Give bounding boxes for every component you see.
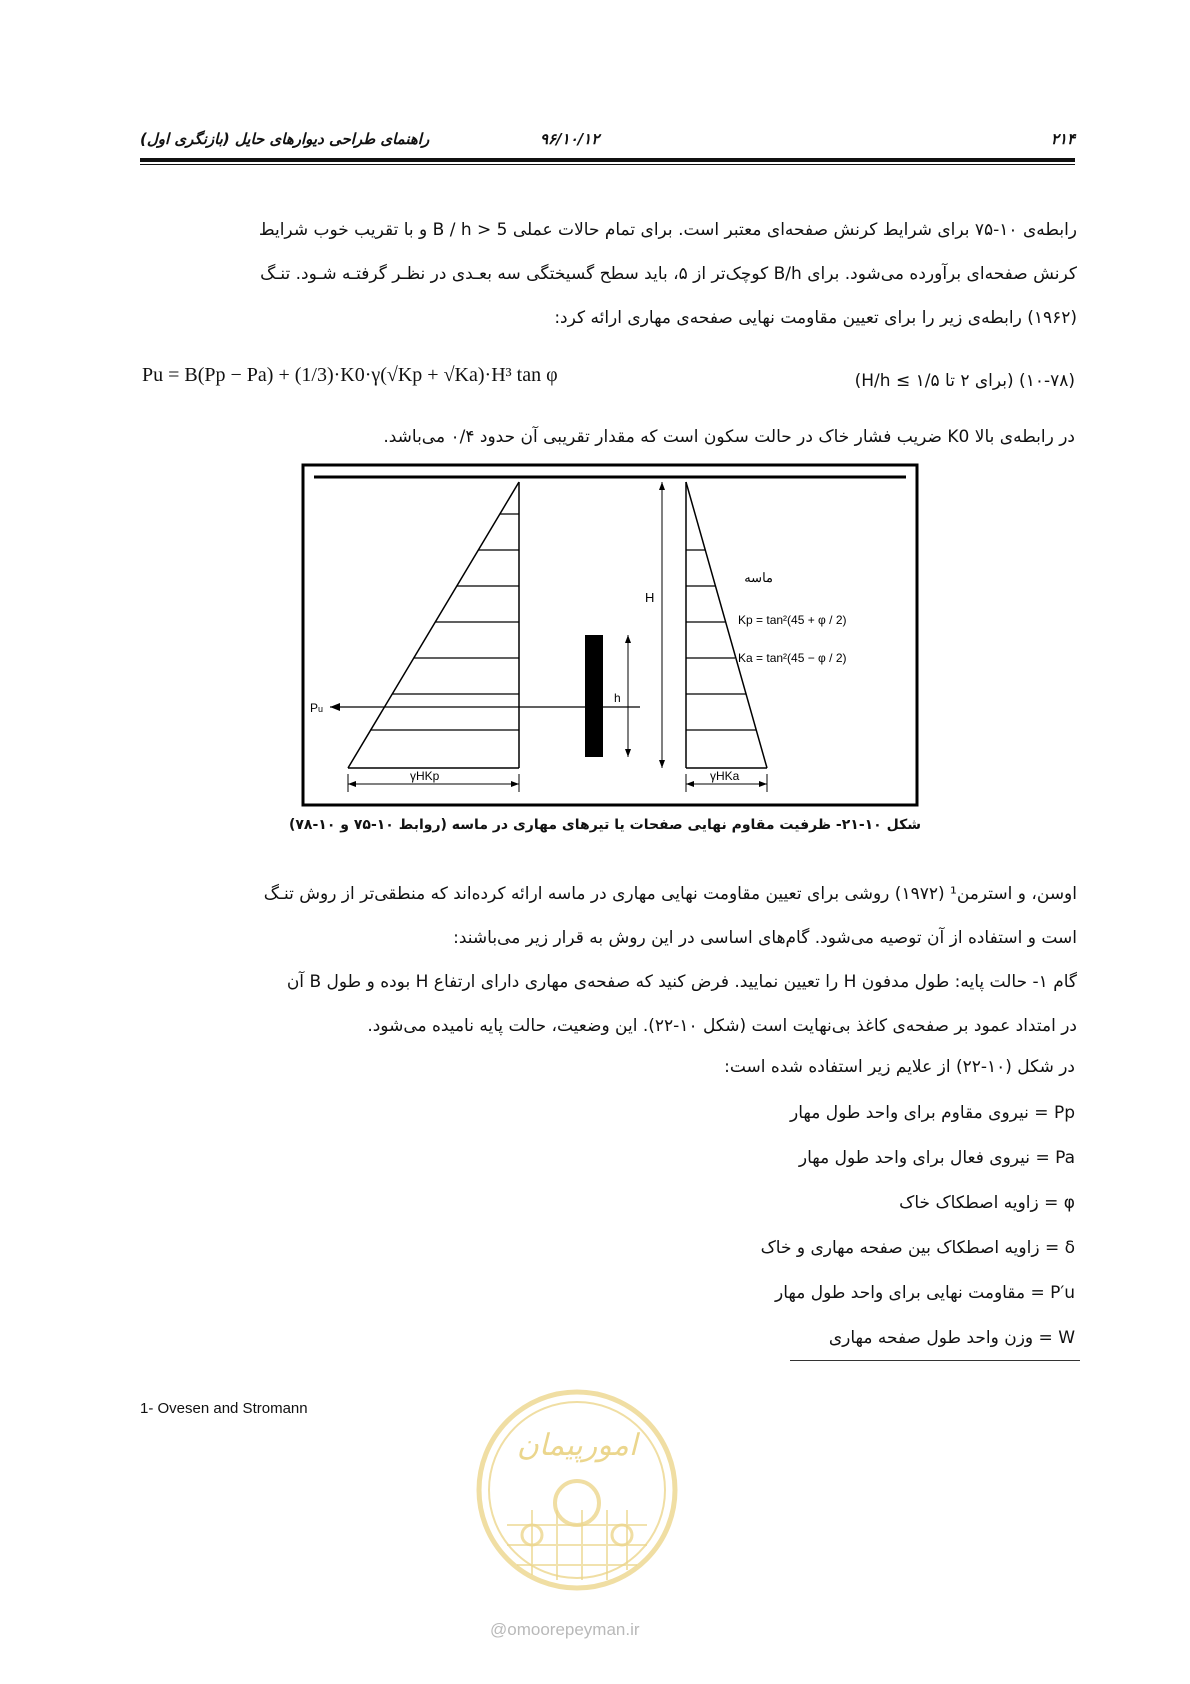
page-number: ۲۱۴ (1050, 130, 1075, 148)
watermark-url: @omoorepeyman.ir (490, 1620, 640, 1639)
svg-text:امورپیمان: امورپیمان (516, 1429, 638, 1462)
watermark-logo (472, 1375, 682, 1605)
ovesen-line-3: گام ۱- حالت پایه: طول مدفون H را تعیین نمایید. فرض کنید که صفحه‌ی مهاری دارای ارتفاع H بوده و طول B آن (286, 972, 1077, 992)
base-right-label: γHKa (710, 769, 740, 783)
kp-formula: Kp = tan²(45 + φ / 2) (738, 613, 847, 627)
ka-formula: Ka = tan²(45 − φ / 2) (738, 651, 847, 665)
symbol-pp: Pp = نیروی مقاوم برای واحد طول مهار (790, 1103, 1075, 1123)
H-label: H (645, 590, 655, 605)
symbol-list (675, 1098, 1075, 1368)
header-date: ۹۶/۱۰/۱۲ (540, 130, 600, 148)
equation-number: (۱۰-۷۸) (برای ۲ تا ۱/۵ ≥ H/h) (854, 371, 1075, 391)
intro-line-1: رابطه‌ی ۱۰-۷۵ برای شرایط کرنش صفحه‌ای معتبر است. برای تمام حالات عملی B / h > 5 و با تقریب خوب شرایط (258, 220, 1077, 240)
book-title: راهنمای طراحی دیوارهای حایل (بازنگری اول) (140, 130, 430, 148)
symbol-phi: φ = زاویه اصطکاک خاک (899, 1193, 1075, 1213)
figure-frame (303, 465, 917, 805)
intro-paragraph (137, 208, 1077, 340)
ovesen-paragraph (137, 872, 1077, 1048)
equation-formula: Pu = B(Pp − Pa) + (1/3)·K0·γ(√Kp + √Ka)·H³ tan φ (142, 364, 558, 386)
symbol-pu-prime: P′u = مقاومت نهایی برای واحد طول مهار (774, 1283, 1075, 1303)
header-rule (140, 158, 1075, 162)
ovesen-line-1: اوسن، و استرمن¹ (۱۹۷۲) روشی برای تعیین مقاومت نهایی مهاری در ماسه ارائه کرده‌اند که منطقی‌تر از روش تنـگ (263, 884, 1077, 904)
symbols-intro: در شکل (۱۰-۲۲) از علایم زیر استفاده شده است: (724, 1057, 1075, 1077)
symbol-w: W = وزن واحد طول صفحه مهاری (828, 1328, 1075, 1348)
base-left-label: γHKp (410, 769, 440, 783)
symbol-pa: Pa = نیروی فعال برای واحد طول مهار (798, 1148, 1075, 1168)
intro-line-3: (۱۹۶۲) رابطه‌ی زیر را برای تعیین مقاومت نهایی صفحه‌ی مهاری ارائه کرد: (554, 308, 1077, 328)
ovesen-line-2: است و استفاده از آن توصیه می‌شود. گام‌های اساسی در این روش به قرار زیر می‌باشند: (453, 928, 1077, 948)
anchor-plate (585, 635, 603, 757)
intro-line-2: کرنش صفحه‌ای برآورده می‌شود. برای B/h کوچک‌تر از ۵، باید سطح گسیختگی سه بعـدی در نظـر گرفتـه شـود. تنـگ (260, 264, 1077, 284)
k0-sentence: در رابطه‌ی بالا K0 ضریب فشار خاک در حالت سکون است که مقدار تقریبی آن حدود ۰/۴ می‌باشد. (383, 427, 1075, 447)
symbol-delta: δ = زاویه اصطکاک بین صفحه مهاری و خاک (760, 1238, 1075, 1258)
footnote: 1- Ovesen and Stromann (140, 1400, 308, 1417)
sand-label: ماسه (744, 570, 773, 585)
footnote-rule (790, 1360, 1080, 1361)
pu-label: Pu (310, 701, 324, 715)
h-label: h (614, 691, 621, 705)
figure-caption: شکل ۱۰-۲۱- ظرفیت مقاوم نهایی صفحات یا تیرهای مهاری در ماسه (روابط ۱۰-۷۵ و ۱۰-۷۸) (288, 817, 921, 833)
ovesen-line-4: در امتداد عمود بر صفحه‌ی کاغذ بی‌نهایت است (شکل ۱۰-۲۲). این وضعیت، حالت پایه نامیده می‌شود. (367, 1016, 1077, 1036)
header-rule-thin (140, 164, 1075, 165)
anchor-capacity-figure (300, 462, 920, 808)
